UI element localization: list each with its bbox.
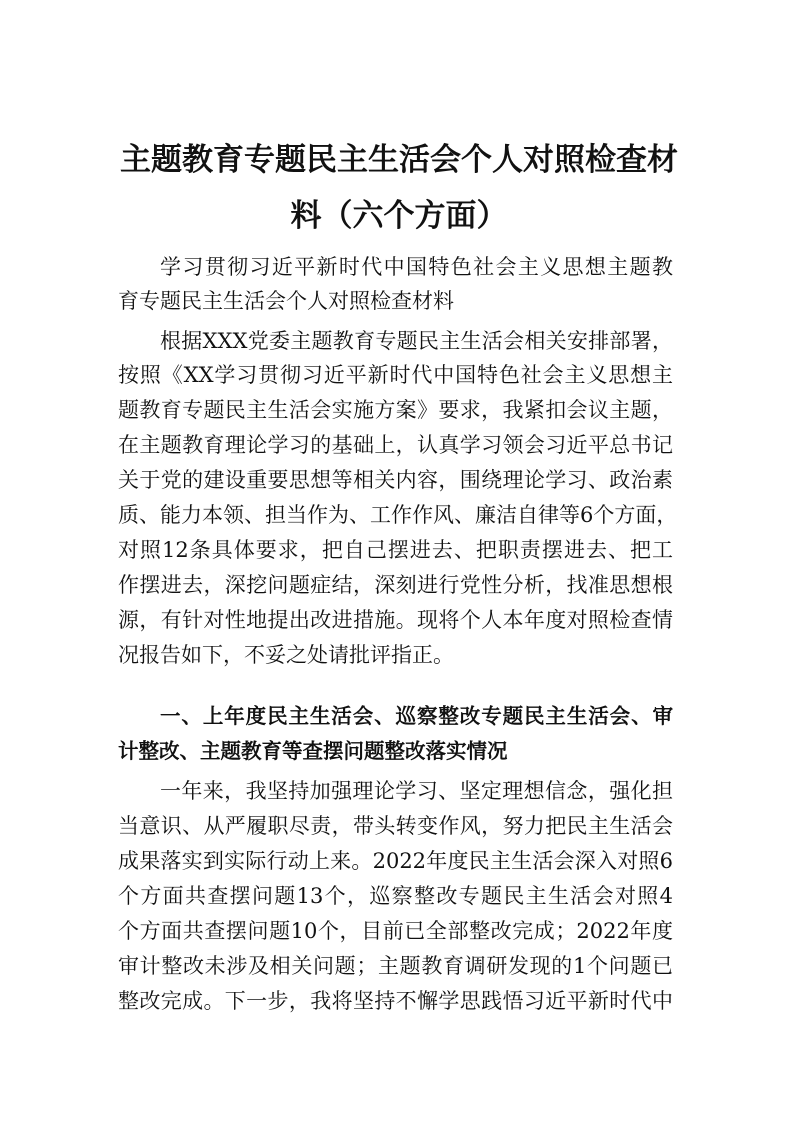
section-heading: 一、上年度民主生活会、巡察整改专题民主生活会、审: [160, 704, 673, 728]
text-line: 源，有针对性地提出改进措施。现将个人本年度对照检查情: [118, 608, 673, 632]
text-line: 个方面共查摆问题10个，目前已全部整改完成；2022年度: [118, 919, 673, 943]
text-line: 个方面共查摆问题13个，巡察整改专题民主生活会对照4: [118, 884, 673, 908]
document-title-line-1: 主题教育专题民主生活会个人对照检查材: [120, 142, 678, 178]
text-line: 一年来，我坚持加强理论学习、坚定理想信念，强化担: [160, 779, 673, 803]
text-line: 题教育专题民主生活会实施方案》要求，我紧扣会议主题，: [118, 398, 673, 422]
text-line: 审计整改未涉及相关问题；主题教育调研发现的1个问题已: [118, 954, 673, 978]
text-line: 作摆进去，深挖问题症结，深刻进行党性分析，找准思想根: [118, 573, 673, 597]
text-line: 对照12条具体要求，把自己摆进去、把职责摆进去、把工: [118, 538, 673, 562]
text-line: 育专题民主生活会个人对照检查材料: [118, 289, 454, 313]
section-heading: 计整改、主题教育等查摆问题整改落实情况: [118, 739, 508, 763]
text-line: 在主题教育理论学习的基础上，认真学习领会习近平总书记: [118, 433, 673, 457]
text-line: 质、能力本领、担当作为、工作作风、廉洁自律等6个方面，: [118, 503, 678, 527]
text-line: 整改完成。下一步，我将坚持不懈学思践悟习近平新时代中: [118, 989, 673, 1013]
text-line: 当意识、从严履职尽责，带头转变作风，努力把民主生活会: [118, 814, 673, 838]
text-line: 根据XXX党委主题教育专题民主生活会相关安排部署，: [160, 329, 673, 353]
document-title-line-2: 料（六个方面）: [290, 198, 508, 234]
text-line: 成果落实到实际行动上来。2022年度民主生活会深入对照6: [118, 849, 673, 873]
text-line: 况报告如下，不妥之处请批评指正。: [118, 643, 454, 667]
text-line: 按照《XX学习贯彻习近平新时代中国特色社会主义思想主: [118, 363, 673, 387]
text-line: 关于党的建设重要思想等相关内容，围绕理论学习、政治素: [118, 468, 673, 492]
text-line: 学习贯彻习近平新时代中国特色社会主义思想主题教: [160, 255, 673, 279]
